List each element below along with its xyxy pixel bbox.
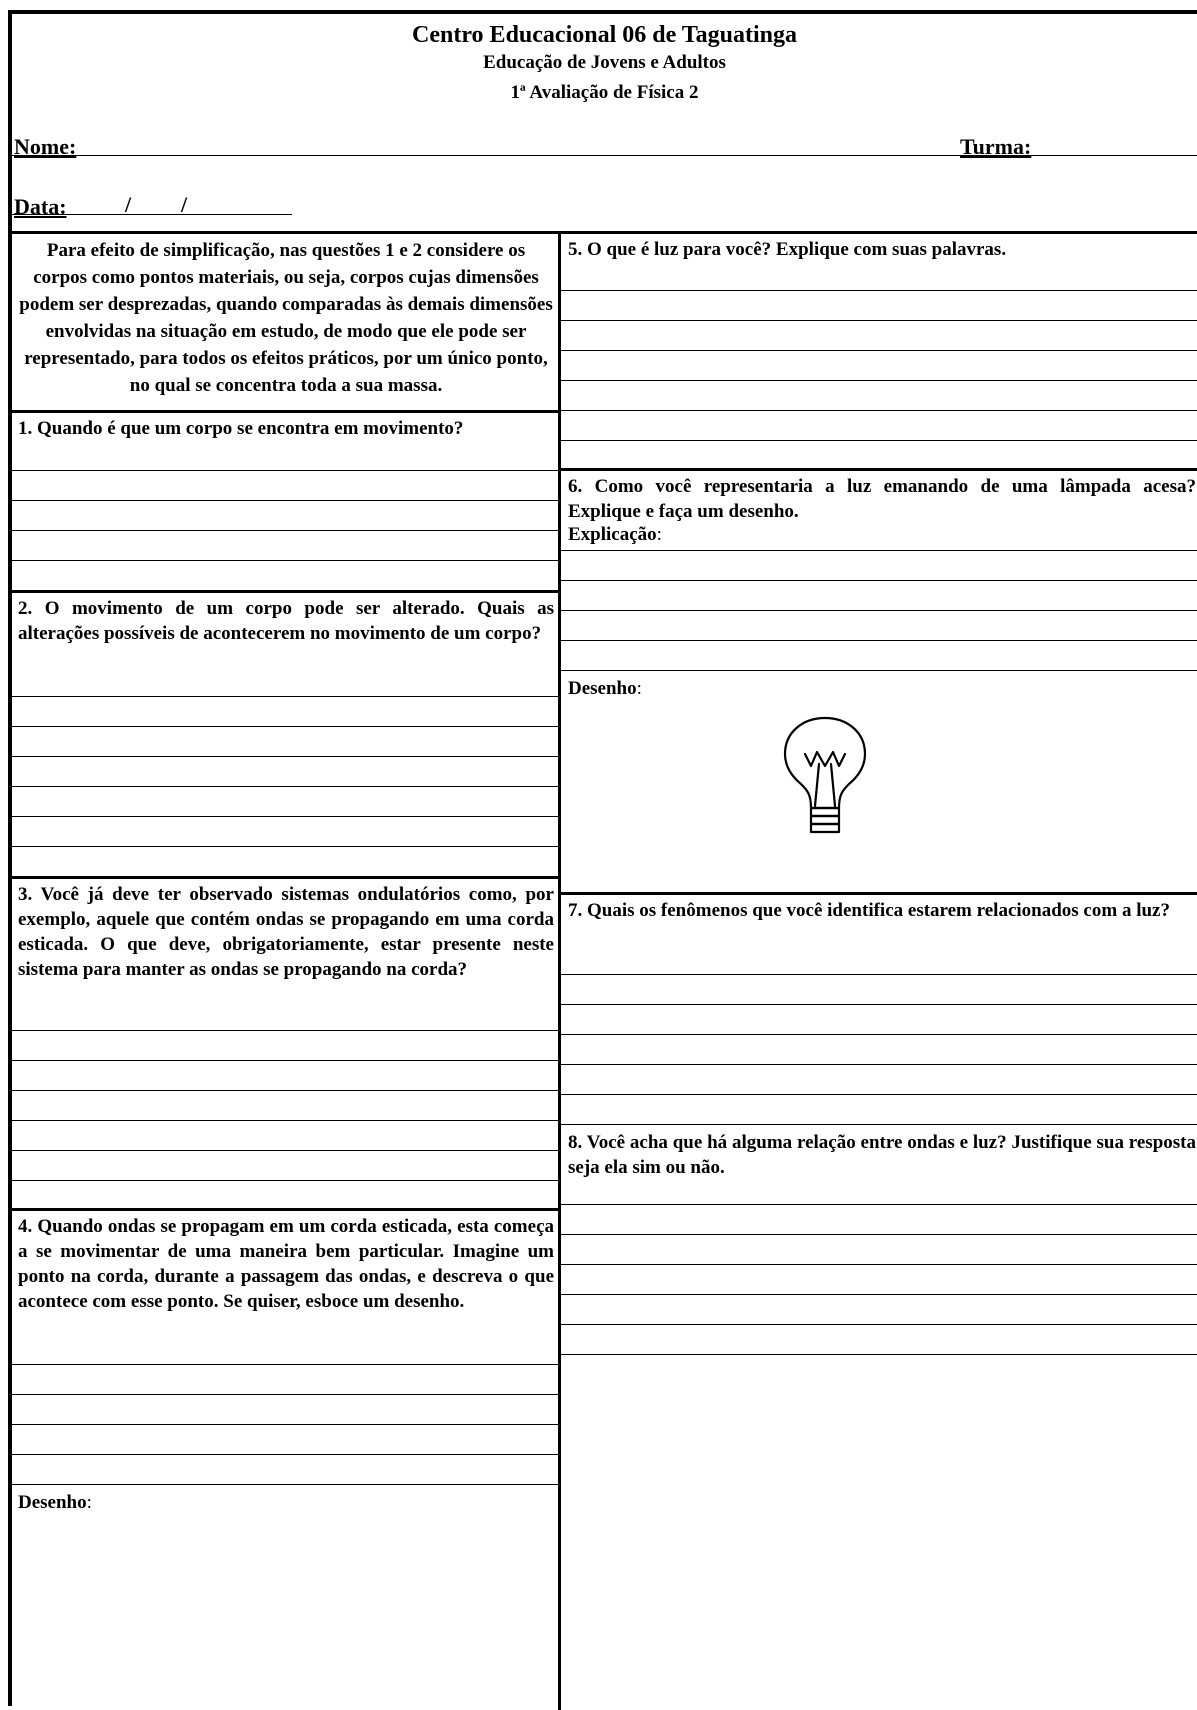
q3-top-border bbox=[12, 876, 560, 879]
answer-line[interactable] bbox=[12, 1120, 560, 1121]
q8-top-border bbox=[560, 1124, 1197, 1125]
answer-line[interactable] bbox=[12, 1394, 560, 1395]
answer-line[interactable] bbox=[560, 1264, 1197, 1265]
question-4: 4. Quando ondas se propagam em um corda esticada, esta começa a se movimentar de uma maneira bem particular. Imagine um ponto na corda, durante a passagem das ondas, e descreva o que acontece com esse ponto. Se quiser, esboce um desenho. bbox=[18, 1216, 554, 1312]
answer-line[interactable] bbox=[12, 696, 560, 697]
answer-line[interactable] bbox=[560, 380, 1197, 381]
answer-line[interactable] bbox=[12, 470, 560, 471]
program-name: Educação de Jovens e Adultos bbox=[483, 52, 726, 73]
question-8: 8. Você acha que há alguma relação entre ondas e luz? Justifique sua resposta seja ela sim ou não. bbox=[568, 1132, 1196, 1178]
question-3: 3. Você já deve ter observado sistemas ondulatórios como, por exemplo, aquele que contém ondas se propagando em uma corda esticada. O que deve, obrigatoriamente, estar presente neste sistema para manter as ondas se propagando na corda? bbox=[18, 884, 554, 980]
answer-line[interactable] bbox=[12, 756, 560, 757]
date-line[interactable] bbox=[12, 214, 292, 215]
answer-line[interactable] bbox=[560, 1034, 1197, 1035]
date-separator-2: / bbox=[181, 192, 188, 217]
light-bulb-icon bbox=[777, 714, 873, 846]
date-separator-1: / bbox=[125, 192, 132, 217]
answer-line[interactable] bbox=[560, 974, 1197, 975]
question-7: 7. Quais os fenômenos que você identifica estarem relacionados com a luz? bbox=[568, 900, 1170, 921]
answer-line[interactable] bbox=[560, 610, 1197, 611]
answer-line[interactable] bbox=[12, 846, 560, 847]
answer-line[interactable] bbox=[560, 290, 1197, 291]
answer-line[interactable] bbox=[560, 1234, 1197, 1235]
answer-line[interactable] bbox=[560, 350, 1197, 351]
answer-line[interactable] bbox=[12, 1180, 560, 1181]
q6-top-border bbox=[560, 468, 1197, 471]
answer-line[interactable] bbox=[560, 1294, 1197, 1295]
answer-line[interactable] bbox=[12, 1030, 560, 1031]
exam-sheet bbox=[8, 10, 1197, 1706]
answer-line[interactable] bbox=[560, 670, 1197, 671]
grid-top-border bbox=[12, 231, 1197, 234]
answer-line[interactable] bbox=[12, 500, 560, 501]
class-label: Turma: bbox=[960, 134, 1032, 159]
q4-drawing-label: Desenho: bbox=[18, 1492, 92, 1513]
exam-title: 1ª Avaliação de Física 2 bbox=[510, 82, 699, 103]
answer-line[interactable] bbox=[12, 1424, 560, 1425]
answer-line[interactable] bbox=[12, 530, 560, 531]
intro-text: Para efeito de simplificação, nas questões 1 e 2 considere os corpos como pontos materiais, ou seja, corpos cujas dimensões podem ser desprezadas, quando comparadas às demais dimensões envolvidas na situação em estudo, de modo que ele pode ser representado, para todos os efeitos práticos, por um único ponto, no qual se concentra toda a sua massa. bbox=[19, 240, 553, 396]
answer-line[interactable] bbox=[560, 580, 1197, 581]
school-name: Centro Educacional 06 de Taguatinga bbox=[412, 22, 797, 48]
name-label: Nome: bbox=[14, 134, 77, 159]
question-5: 5. O que é luz para você? Explique com suas palavras. bbox=[568, 239, 1007, 260]
q7-top-border bbox=[560, 892, 1197, 895]
answer-line[interactable] bbox=[12, 1060, 560, 1061]
answer-line[interactable] bbox=[560, 410, 1197, 411]
answer-line[interactable] bbox=[560, 320, 1197, 321]
answer-line[interactable] bbox=[560, 1064, 1197, 1065]
answer-line[interactable] bbox=[12, 1484, 560, 1485]
answer-line[interactable] bbox=[560, 440, 1197, 441]
q4-top-border bbox=[12, 1208, 560, 1211]
answer-line[interactable] bbox=[560, 1094, 1197, 1095]
answer-line[interactable] bbox=[560, 640, 1197, 641]
answer-line[interactable] bbox=[12, 560, 560, 561]
q1-top-border bbox=[12, 410, 560, 413]
answer-line[interactable] bbox=[12, 816, 560, 817]
answer-line[interactable] bbox=[12, 1090, 560, 1091]
answer-line[interactable] bbox=[12, 786, 560, 787]
answer-line[interactable] bbox=[12, 1150, 560, 1151]
answer-line[interactable] bbox=[12, 1454, 560, 1455]
answer-line[interactable] bbox=[560, 550, 1197, 551]
answer-line[interactable] bbox=[560, 1004, 1197, 1005]
question-1: 1. Quando é que um corpo se encontra em movimento? bbox=[18, 418, 464, 439]
answer-line[interactable] bbox=[560, 1204, 1197, 1205]
question-2: 2. O movimento de um corpo pode ser alterado. Quais as alterações possíveis de acontecerem no movimento de um corpo? bbox=[18, 598, 554, 644]
answer-line[interactable] bbox=[12, 726, 560, 727]
q6-drawing-label: Desenho: bbox=[568, 678, 642, 699]
question-6: 6. Como você representaria a luz emanando de uma lâmpada acesa? Explique e faça um desenho. bbox=[568, 476, 1196, 522]
q6-explanation-label: Explicação: bbox=[568, 524, 662, 545]
name-line[interactable] bbox=[12, 155, 1197, 156]
column-divider bbox=[558, 231, 561, 1710]
answer-line[interactable] bbox=[560, 1324, 1197, 1325]
q2-top-border bbox=[12, 590, 560, 593]
answer-line[interactable] bbox=[12, 1364, 560, 1365]
date-label: Data: bbox=[14, 194, 67, 219]
answer-line[interactable] bbox=[560, 1354, 1197, 1355]
